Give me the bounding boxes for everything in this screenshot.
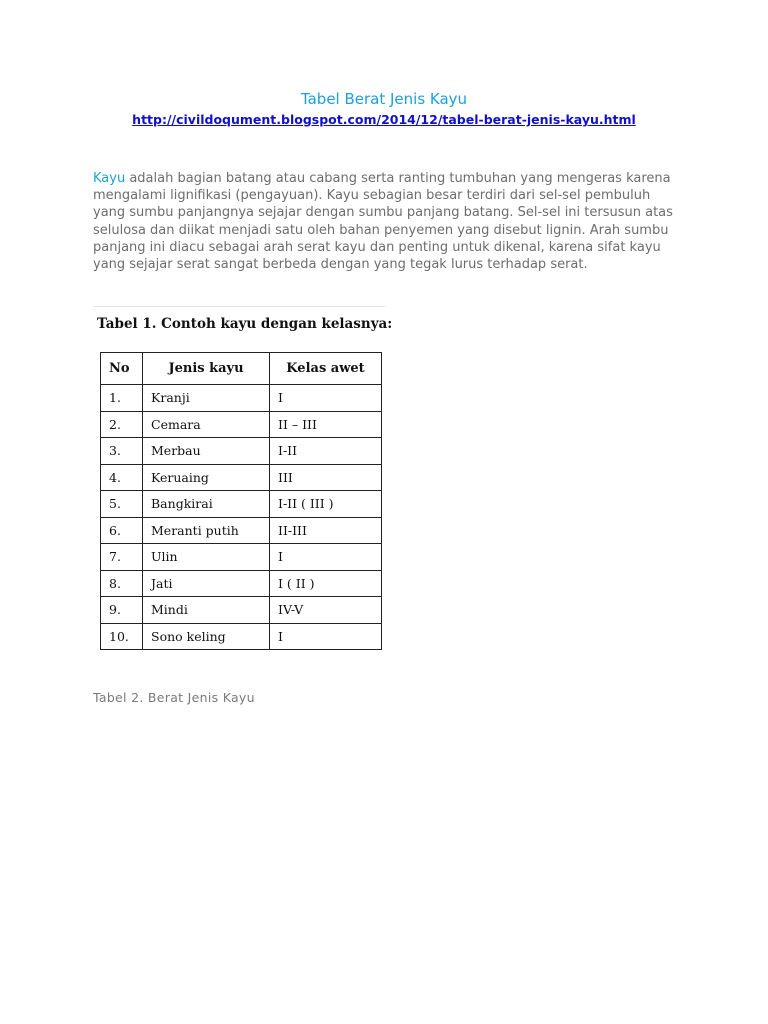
- divider: [93, 306, 385, 307]
- cell-kelas-awet: I-II: [270, 438, 382, 465]
- table-body: [101, 385, 382, 650]
- cell-kelas-awet: I: [270, 385, 382, 412]
- table-header-row: [101, 353, 382, 385]
- cell-kelas-awet: III: [270, 464, 382, 491]
- cell-no: 9.: [101, 597, 143, 624]
- cell-no: 7.: [101, 544, 143, 571]
- cell-kelas-awet: IV-V: [270, 597, 382, 624]
- cell-jenis-kayu: Bangkirai: [143, 491, 270, 518]
- table-row: [101, 464, 382, 491]
- table-row: [101, 570, 382, 597]
- cell-kelas-awet: I ( II ): [270, 570, 382, 597]
- document-title: Tabel Berat Jenis Kayu: [300, 90, 468, 108]
- cell-jenis-kayu: Mindi: [143, 597, 270, 624]
- cell-kelas-awet: II-III: [270, 517, 382, 544]
- cell-kelas-awet: II – III: [270, 411, 382, 438]
- table-row: [101, 544, 382, 571]
- intro-paragraph: [93, 170, 683, 273]
- table1-figure: [93, 312, 393, 664]
- cell-no: 3.: [101, 438, 143, 465]
- cell-jenis-kayu: Keruaing: [143, 464, 270, 491]
- table-row: [101, 438, 382, 465]
- kayu-link[interactable]: Kayu: [93, 171, 126, 186]
- source-url-link[interactable]: http://civildoqument.blogspot.com/2014/12/tabel-berat-jenis-kayu.html: [132, 112, 636, 127]
- cell-jenis-kayu: Kranji: [143, 385, 270, 412]
- cell-no: 10.: [101, 623, 143, 650]
- wood-class-table: [100, 352, 382, 650]
- cell-no: 6.: [101, 517, 143, 544]
- cell-no: 5.: [101, 491, 143, 518]
- table-row: [101, 517, 382, 544]
- intro-text: adalah bagian batang atau cabang serta ranting tumbuhan yang mengeras karena mengalami lignifikasi (pengayuan). Kayu sebagian besar terdiri dari sel-sel pembuluh yang sumbu panjangnya sejajar dengan sumbu panjang batang. Sel-sel ini tersusun atas selulosa dan diikat menjadi satu oleh bahan penyemen yang disebut lignin. Arah sumbu panjang ini diacu sebagai arah serat kayu dan penting untuk dikenal, karena sifat kayu yang sejajar serat sangat berbeda dengan yang tegak lurus terhadap serat.: [93, 171, 673, 273]
- cell-jenis-kayu: Jati: [143, 570, 270, 597]
- cell-kelas-awet: I-II ( III ): [270, 491, 382, 518]
- table-row: [101, 623, 382, 650]
- table2-caption: Tabel 2. Berat Jenis Kayu: [93, 690, 255, 705]
- header-kelas-awet: Kelas awet: [270, 353, 382, 385]
- table-row: [101, 411, 382, 438]
- cell-no: 8.: [101, 570, 143, 597]
- cell-no: 2.: [101, 411, 143, 438]
- cell-jenis-kayu: Merbau: [143, 438, 270, 465]
- cell-no: 4.: [101, 464, 143, 491]
- cell-jenis-kayu: Sono keling: [143, 623, 270, 650]
- table-row: [101, 597, 382, 624]
- cell-jenis-kayu: Meranti putih: [143, 517, 270, 544]
- cell-kelas-awet: I: [270, 544, 382, 571]
- table-row: [101, 385, 382, 412]
- cell-no: 1.: [101, 385, 143, 412]
- header-jenis-kayu: Jenis kayu: [143, 353, 270, 385]
- header-no: No: [101, 353, 143, 385]
- cell-jenis-kayu: Cemara: [143, 411, 270, 438]
- table1-caption: Tabel 1. Contoh kayu dengan kelasnya:: [97, 316, 393, 332]
- cell-jenis-kayu: Ulin: [143, 544, 270, 571]
- table-row: [101, 491, 382, 518]
- cell-kelas-awet: I: [270, 623, 382, 650]
